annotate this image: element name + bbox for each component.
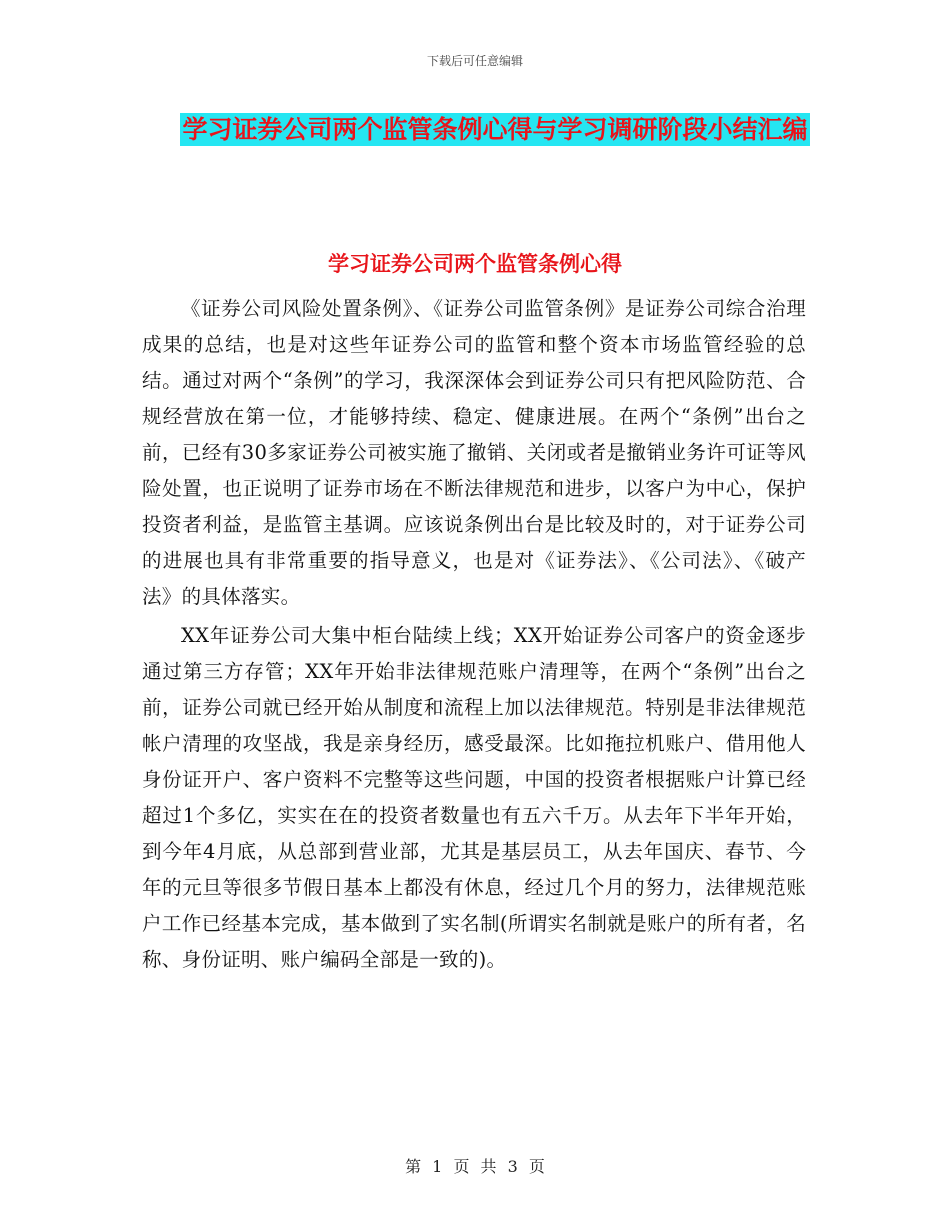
section-title: 学习证券公司两个监管条例心得 [328,252,622,276]
paragraph: 《证券公司风险处置条例》、《证券公司监管条例》是证券公司综合治理成果的总结，也是对这些年证券公司的监管和整个资本市场监管经验的总结。通过对两个“条例”的学习，我深深体会到证券公司只有把风险防范、合规经营放在第一位，才能够持续、稳定、健康进展。在两个“条例”出台之前，已经有30多家证券公司被实施了撤销、关闭或者是撤销业务许可证等风险处置，也正说明了证券市场在不断法律规范和进步，以客户为中心，保护投资者利益，是监管主基调。应该说条例出台是比较及时的，对于证券公司的进展也具有非常重要的指导意义，也是对《证券法》、《公司法》、《破产法》的具体落实。 [142,297,806,608]
paragraph: XX年证券公司大集中柜台陆续上线；XX开始证券公司客户的资金逐步通过第三方存管；XX年开始非法律规范账户清理等，在两个“条例”出台之前，证券公司就已经开始从制度和流程上加以法律规范。特别是非法律规范帐户清理的攻坚战，我是亲身经历，感受最深。比如拖拉机账户、借用他人身份证开户、客户资料不完整等这些问题，中国的投资者根据账户计算已经超过1个多亿，实实在在的投资者数量也有五六千万。从去年下半年开始，到今年4月底，从总部到营业部，尤其是基层员工，从去年国庆、春节、今年的元旦等很多节假日基本上都没有休息，经过几个月的努力，法律规范账户工作已经基本完成，基本做到了实名制(所谓实名制就是账户的所有者，名称、身份证明、账户编码全部是一致的)。 [142,624,806,971]
document-title [150,106,840,154]
document-body [142,291,806,981]
document-title-text: 学习证券公司两个监管条例心得与学习调研阶段小结汇编 [182,115,808,144]
page-footer: 第 1 页 共 3 页 [405,1157,545,1176]
page-header: 下载后可任意编辑 [426,54,523,68]
